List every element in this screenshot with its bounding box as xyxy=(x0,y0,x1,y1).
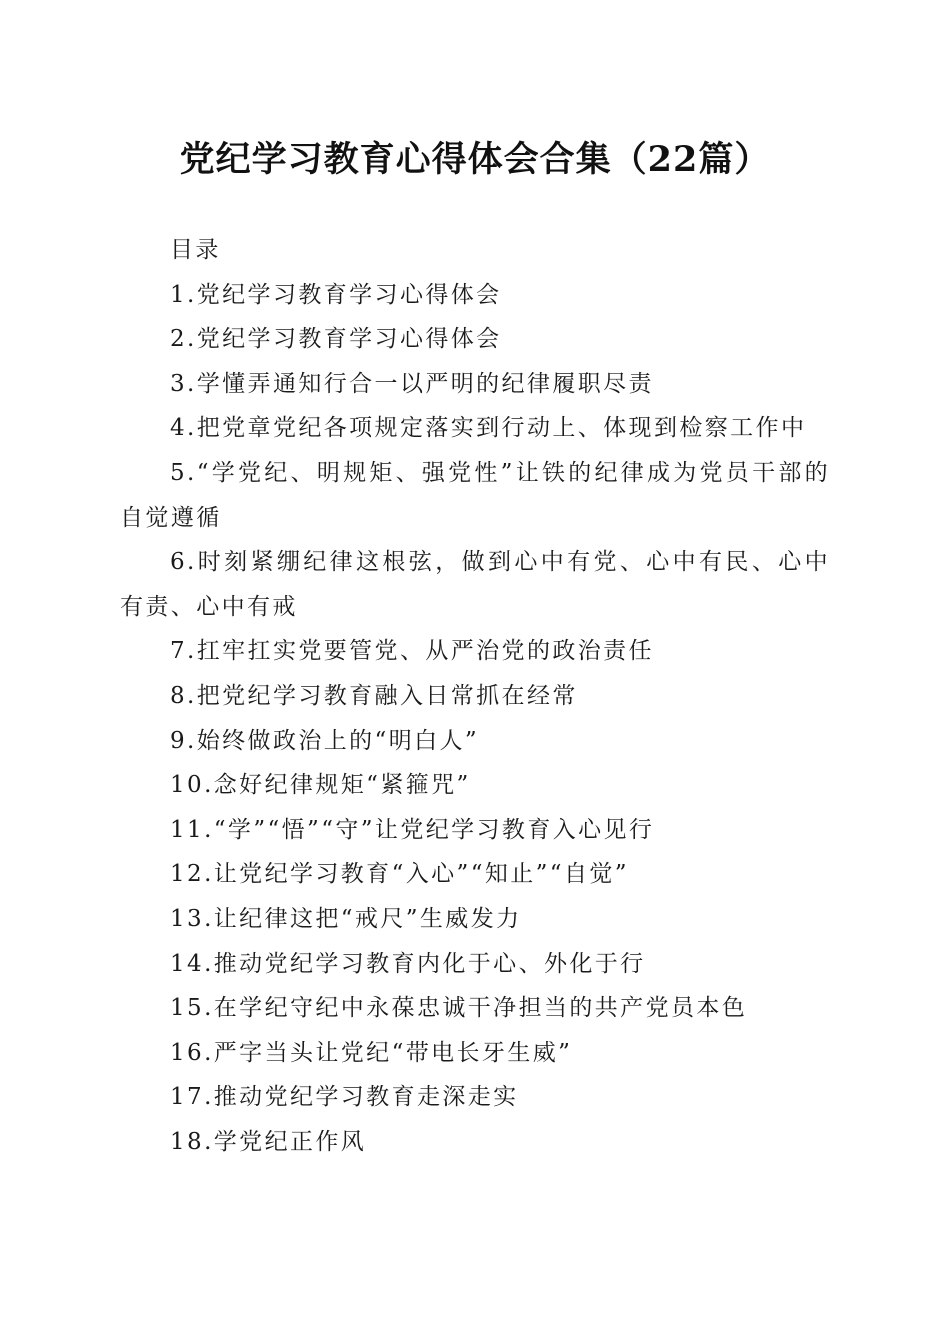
toc-item: 2.党纪学习教育学习心得体会 xyxy=(170,326,502,353)
toc-item: 8.把党纪学习教育融入日常抓在经常 xyxy=(170,682,578,709)
toc-heading: 目录 xyxy=(170,237,221,263)
toc-item: 10.念好纪律规矩“紧箍咒” xyxy=(170,772,471,799)
toc-item: 3.学懂弄通知行合一以严明的纪律履职尽责 xyxy=(170,370,654,397)
table-of-contents xyxy=(120,228,830,1164)
toc-item: 4.把党章党纪各项规定落实到行动上、体现到检察工作中 xyxy=(170,415,807,442)
toc-item: 16.严字当头让党纪“带电长牙生威” xyxy=(170,1039,573,1066)
toc-item: 15.在学纪守纪中永葆忠诚干净担当的共产党员本色 xyxy=(170,995,748,1022)
toc-item: 5.“学党纪、明规矩、强党性”让铁的纪律成为党员干部的自觉遵循 xyxy=(120,459,830,531)
toc-item: 14.推动党纪学习教育内化于心、外化于行 xyxy=(170,950,646,977)
toc-item: 18.学党纪正作风 xyxy=(170,1128,367,1155)
toc-item: 7.扛牢扛实党要管党、从严治党的政治责任 xyxy=(170,638,654,665)
toc-item: 17.推动党纪学习教育走深走实 xyxy=(170,1084,519,1111)
document-title: 党纪学习教育心得体会合集（22篇） xyxy=(179,139,771,180)
toc-item: 13.让纪律这把“戒尺”生威发力 xyxy=(170,905,522,932)
toc-item: 1.党纪学习教育学习心得体会 xyxy=(170,281,502,308)
toc-list xyxy=(120,273,830,1165)
toc-item: 6.时刻紧绷纪律这根弦，做到心中有党、心中有民、心中有责、心中有戒 xyxy=(120,549,830,620)
toc-item: 11.“学”“悟”“守”让党纪学习教育入心见行 xyxy=(170,816,655,843)
toc-item: 12.让党纪学习教育“入心”“知止”“自觉” xyxy=(170,861,629,888)
toc-item: 9.始终做政治上的“明白人” xyxy=(170,727,480,754)
